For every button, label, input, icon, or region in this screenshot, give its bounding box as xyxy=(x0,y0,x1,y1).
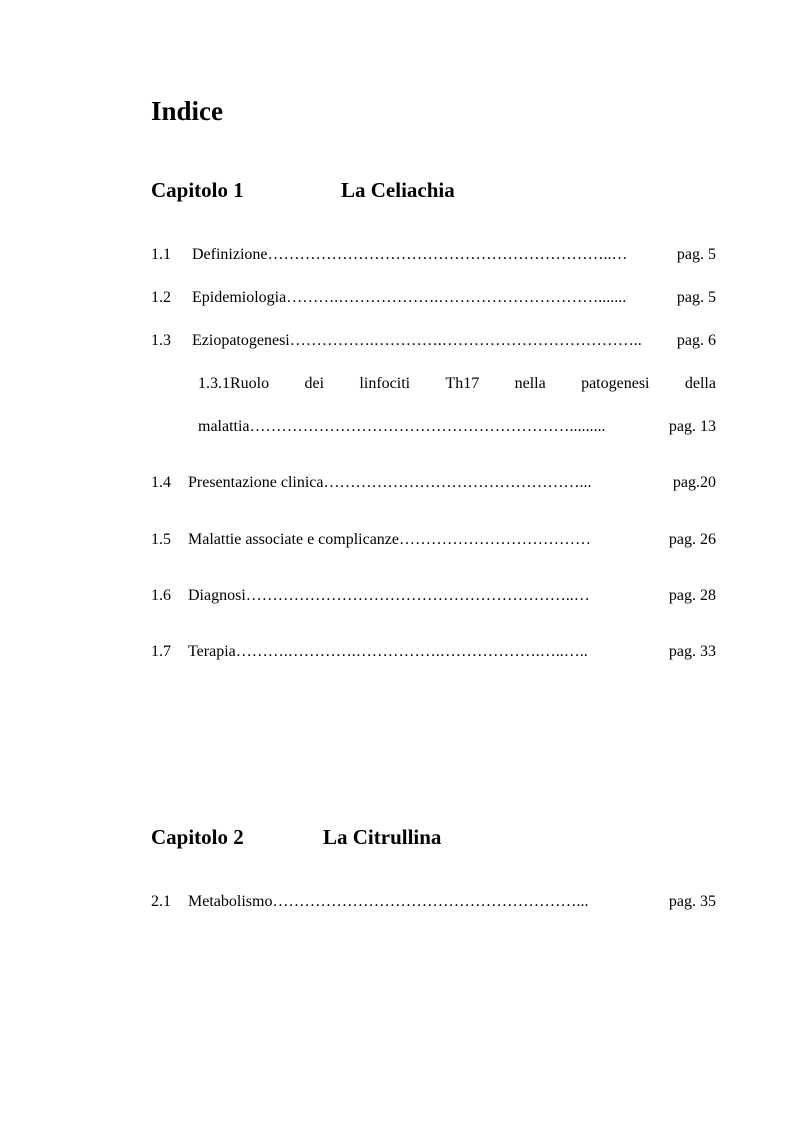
toc-subentry-line-2[interactable] xyxy=(198,417,716,437)
entry-label: Presentazione clinica xyxy=(188,474,324,491)
entry-number: 1.7 xyxy=(151,643,171,660)
dot-leader: …………….………….……………………………….. xyxy=(289,332,642,349)
entry-number: 2.1 xyxy=(151,893,171,910)
entry-page: pag. 26 xyxy=(668,531,716,548)
entry-label: Terapia xyxy=(188,643,236,660)
dot-leader: ……………………………………………………......... xyxy=(249,418,606,435)
toc-entry[interactable] xyxy=(151,586,716,606)
chapter-title: La Citrullina xyxy=(323,825,442,849)
chapter-title: La Celiachia xyxy=(341,178,455,202)
subentry-word: patogenesi xyxy=(581,375,650,392)
dot-leader: …………………………………………………... xyxy=(272,893,589,910)
entry-number: 1.6 xyxy=(151,587,171,604)
entry-label: Definizione xyxy=(192,246,268,263)
entry-label: Eziopatogenesi xyxy=(192,332,290,349)
dot-leader: ……….……………….…………………………....... xyxy=(286,289,627,306)
toc-subentry-line-1[interactable] xyxy=(198,374,716,394)
toc-entry[interactable] xyxy=(151,530,716,550)
entry-label: Malattie associate e complicanze xyxy=(188,531,400,548)
chapter-2-heading xyxy=(151,825,481,851)
entry-page: pag.20 xyxy=(672,474,716,491)
index-title: Indice xyxy=(151,96,224,126)
subentry-word: nella xyxy=(514,375,546,392)
entry-label: malattia xyxy=(198,418,250,435)
entry-page: pag. 13 xyxy=(668,418,716,435)
subentry-word: linfociti xyxy=(359,375,411,392)
entry-number: 1.1 xyxy=(151,246,171,263)
entry-page: pag. 5 xyxy=(676,246,716,263)
subentry-word: 1.3.1Ruolo xyxy=(198,375,270,392)
dot-leader: ………………………………………………………..… xyxy=(267,246,628,263)
toc-entry[interactable] xyxy=(151,245,716,265)
entry-label: Epidemiologia xyxy=(192,289,287,306)
entry-label: Diagnosi xyxy=(188,587,246,604)
dot-leader: …………………………………………... xyxy=(323,474,592,491)
chapter-number: Capitolo 2 xyxy=(151,825,244,849)
entry-number: 1.2 xyxy=(151,289,171,306)
entry-label: Metabolismo xyxy=(188,893,273,910)
dot-leader: ……….………….…………….……………….…..….. xyxy=(235,643,588,660)
entry-number: 1.3 xyxy=(151,332,171,349)
entry-number: 1.4 xyxy=(151,474,171,491)
chapter-1-heading xyxy=(151,178,481,204)
subentry-word: Th17 xyxy=(445,375,480,392)
toc-entry[interactable] xyxy=(151,892,716,912)
entry-page: pag. 35 xyxy=(668,893,716,910)
dot-leader: ……………………………… xyxy=(399,531,592,548)
entry-page: pag. 5 xyxy=(676,289,716,306)
entry-page: pag. 28 xyxy=(668,587,716,604)
subentry-word: dei xyxy=(304,375,325,392)
toc-entry[interactable] xyxy=(151,331,716,351)
toc-entry[interactable] xyxy=(151,642,716,662)
toc-entry[interactable] xyxy=(151,288,716,308)
dot-leader: ……………………………………………………..… xyxy=(245,587,590,604)
entry-number: 1.5 xyxy=(151,531,171,548)
subentry-word: della xyxy=(684,375,716,392)
entry-page: pag. 6 xyxy=(676,332,716,349)
entry-page: pag. 33 xyxy=(668,643,716,660)
toc-entry[interactable] xyxy=(151,473,716,493)
chapter-number: Capitolo 1 xyxy=(151,178,244,202)
